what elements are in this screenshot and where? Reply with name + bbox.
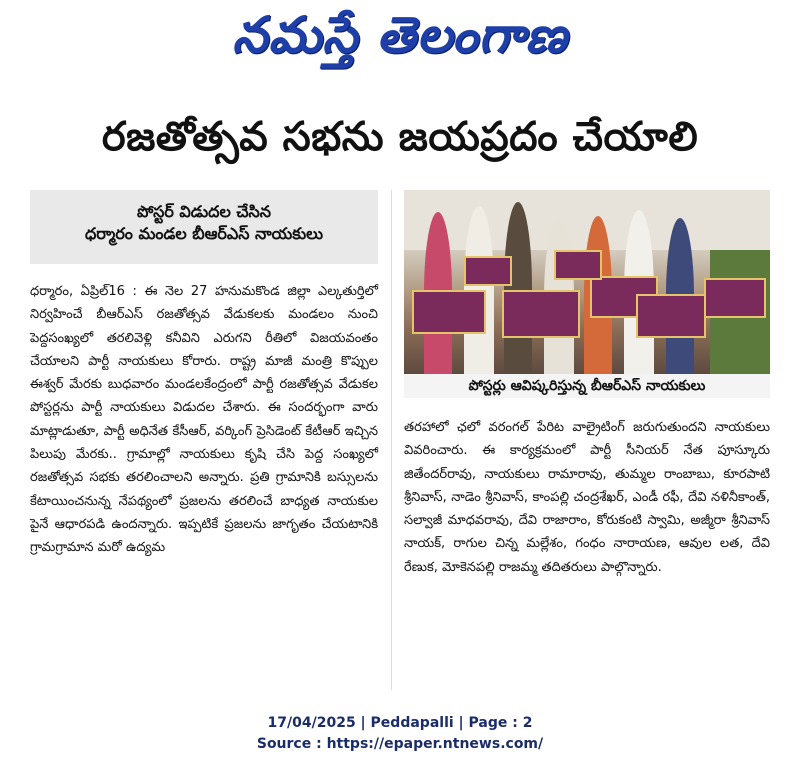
photo-caption: పోస్టర్లు ఆవిష్కరిస్తున్న బీఆర్ఎస్ నాయకులు: [404, 374, 770, 398]
footer: [0, 713, 800, 755]
column-divider: [391, 190, 392, 690]
subhead-line-1: పోస్టర్ విడుదల చేసిన: [136, 202, 271, 221]
body-paragraph: ధర్మారం, ఏప్రిల్16 : ఈ నెల 27 హనుమకొండ జిల్లా ఎల్కతుర్తిలో నిర్వహించే బీఆర్ఎస్ రజతోత్సవ వేడుకలకు మండలం నుంచి పెద్దసంఖ్యలో తరలివెళ్లి కనీవిని ఎరుగని రీతిలో విజయవంతం చేయాలని పార్టీ నాయకులు కోరారు. రాష్ట్ర మాజీ మంత్రి కొప్పుల ఈశ్వర్ మేరకు బుధవారం మండలకేంద్రంలో పార్టీ రజతోత్సవ వేడుకల పోస్టర్లను పార్టీ నాయకులు విడుదల చేశారు. ఈ సందర్భంగా వారు మాట్లాడుతూ, పార్టీ అధినేత కేసీఆర్, వర్కింగ్ ప్రెసిడెంట్ కేటీఆర్ ఇచ్చిన పిలుపు మేరకు.. గ్రామాల్లో నాయకులు కృషి చేసి పెద్ద సంఖ్యలో రజతోత్సవ సభకు తరలించాలని అన్నారు. ప్రతి గ్రామానికి బస్సులను కేటాయించనున్న నేపథ్యంలో ప్రజలను తరలించే బాధ్యత నాయకుల పైనే ఆధారపడి ఉందన్నారు. ఇప్పటికే ప్రజలను జాగృతం చేయటానికి గ్రామగ్రామాన మరో ఉద్యమ: [30, 284, 378, 556]
body-paragraph: తరహాలో ఛలో వరంగల్ పేరిట వాల్రైటింగ్ జరుగుతుందని నాయకులు వివరించారు. ఈ కార్యక్రమంలో పార్టీ సీనియర్ నేత పూస్కూరు జితేందర్‌రావు, నాయకులు రామారావు, తుమ్మల రాంబాబు, కూరపాటి శ్రీనివాస్, నాడెం శ్రీనివాస్, కాంపల్లి చంద్రశేఖర్, ఎండీ రఫీ, దేవి నళినీకాంత్, సల్వాజీ మాధవరావు, దేవి రాజారాం, కోరుకంటి స్వామి, అజ్మీరా శ్రీనివాస్ నాయక్, రాగుల చిన్న మల్లేశం, గంధం నారాయణ, ఆవుల లత, దేవి రేణుక, మోకెనపల్లి రాజమ్మ తదితరులు పాల్గొన్నారు.: [404, 420, 770, 575]
article-body-left: [30, 280, 378, 560]
newspaper-logo: నమస్తే తెలంగాణ: [232, 6, 568, 64]
headline: రజతోత్సవ సభను జయప్రదం చేయాలి: [101, 114, 699, 160]
subhead-line-2: ధర్మారం మండల బీఆర్ఎస్ నాయకులు: [84, 224, 324, 243]
article-body-right: [404, 416, 770, 579]
news-photo: [404, 190, 770, 374]
masthead: [0, 0, 800, 80]
source-line: Source : https://epaper.ntnews.com/: [256, 736, 544, 752]
subhead-box: [30, 190, 378, 264]
edition-info: 17/04/2025 | Peddapalli | Page : 2: [267, 715, 533, 731]
